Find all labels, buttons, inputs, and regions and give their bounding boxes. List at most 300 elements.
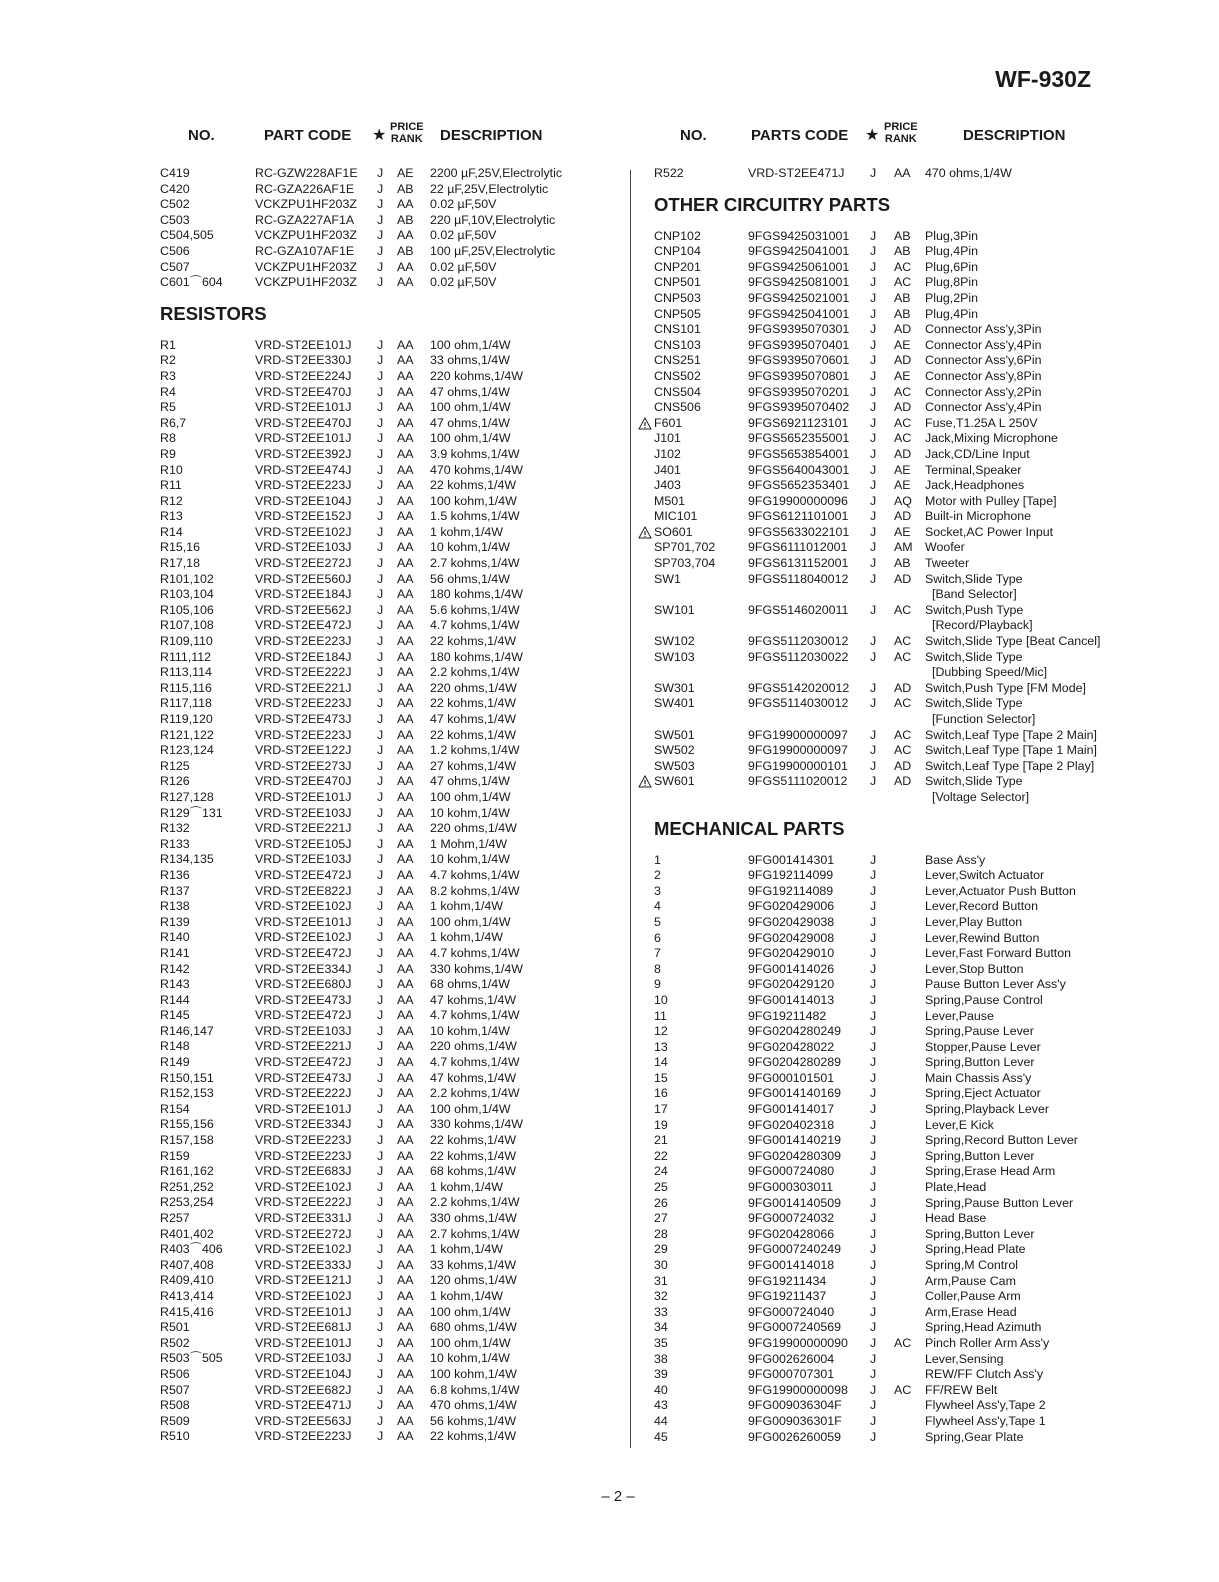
- price-rank: AA: [397, 836, 414, 851]
- part-code: VRD-ST2EE472J: [255, 1008, 352, 1023]
- part-number: 29: [654, 1242, 668, 1257]
- part-description: Switch,Slide Type: [925, 696, 1023, 711]
- part-row: [158, 385, 628, 401]
- part-code: 9FGS9395070401: [748, 337, 850, 352]
- part-mark: J: [377, 696, 384, 711]
- part-description: 22 kohms,1/4W: [430, 1148, 517, 1163]
- header-star: ★: [372, 127, 387, 144]
- part-description: Connector Ass'y,2Pin: [925, 384, 1042, 399]
- part-mark: J: [870, 1320, 877, 1335]
- part-code: 9FG001414026: [748, 961, 835, 976]
- price-rank: AC: [894, 275, 912, 290]
- part-code: RC-GZA226AF1E: [255, 181, 355, 196]
- part-mark: J: [870, 571, 877, 586]
- part-code: 9FGS9395070301: [748, 322, 850, 337]
- page-number: – 2 –: [601, 1488, 635, 1505]
- part-mark: J: [870, 1039, 877, 1054]
- part-row: [158, 556, 628, 572]
- part-number: R9: [160, 446, 176, 461]
- part-number: R132: [160, 821, 190, 836]
- price-rank: AA: [397, 821, 414, 836]
- part-row: [158, 696, 628, 712]
- part-mark: J: [377, 821, 384, 836]
- part-number: R115,116: [160, 680, 212, 695]
- price-rank: AA: [397, 649, 414, 664]
- part-code: 9FGS9395070601: [748, 353, 850, 368]
- part-row: [158, 244, 628, 260]
- part-description-detail: [Dubbing Speed/Mic]: [932, 665, 1048, 680]
- part-code: VRD-ST2EE101J: [255, 400, 352, 415]
- part-row: [158, 790, 628, 806]
- part-description: Pause Button Lever Ass'y: [925, 977, 1066, 992]
- price-rank: AA: [397, 353, 414, 368]
- part-number: R501: [160, 1320, 190, 1335]
- part-mark: J: [377, 1164, 384, 1179]
- part-description: 330 kohms,1/4W: [430, 1117, 523, 1132]
- part-mark: J: [377, 1335, 384, 1350]
- part-description: Spring,Pause Control: [925, 992, 1043, 1007]
- part-row: [652, 1024, 1122, 1040]
- part-description: Switch,Leaf Type [Tape 2 Play]: [925, 758, 1095, 773]
- part-row: [158, 712, 628, 728]
- part-code: VRD-ST2EE102J: [255, 1288, 352, 1303]
- part-number: R144: [160, 992, 190, 1007]
- price-rank: AA: [397, 587, 414, 602]
- part-number: 4: [654, 899, 661, 914]
- part-row: [652, 1086, 1122, 1102]
- part-description: 5.6 kohms,1/4W: [430, 602, 520, 617]
- part-code: 9FGS5653854001: [748, 446, 850, 461]
- part-description: Spring,Erase Head Arm: [925, 1164, 1056, 1179]
- part-description: Switch,Slide Type: [925, 649, 1023, 664]
- part-number: 3: [654, 883, 661, 898]
- price-rank: AA: [397, 727, 414, 742]
- part-description: Socket,AC Power Input: [925, 524, 1054, 539]
- part-number: R129⌒131: [160, 805, 223, 820]
- left-table-header: [158, 118, 628, 158]
- part-mark: J: [377, 1008, 384, 1023]
- part-number: R141: [160, 945, 190, 960]
- part-code: VCKZPU1HF203Z: [255, 259, 357, 274]
- part-row: [158, 228, 628, 244]
- price-rank: AB: [397, 212, 414, 227]
- part-mark: J: [870, 524, 877, 539]
- part-description: Spring,Head Plate: [925, 1242, 1026, 1257]
- price-rank: AA: [397, 1398, 414, 1413]
- part-row: [158, 1180, 628, 1196]
- part-number: R10: [160, 462, 183, 477]
- part-description-detail: [Record/Playback]: [932, 618, 1033, 633]
- part-description: Terminal,Speaker: [925, 462, 1022, 477]
- part-code: 9FGS5652353401: [748, 478, 850, 493]
- price-rank: AD: [894, 353, 912, 368]
- price-rank: AC: [894, 727, 912, 742]
- part-description: 22 kohms,1/4W: [430, 696, 517, 711]
- price-rank: AA: [397, 1273, 414, 1288]
- part-code: 9FGS9425061001: [748, 259, 850, 274]
- part-row: [652, 478, 1122, 494]
- part-row: [158, 494, 628, 510]
- part-row: [652, 1258, 1122, 1274]
- part-mark: J: [870, 1258, 877, 1272]
- part-row: [652, 307, 1122, 323]
- part-row: [158, 759, 628, 775]
- price-rank: AA: [397, 1117, 414, 1132]
- part-number: R107,108: [160, 618, 214, 633]
- part-mark: J: [870, 493, 877, 508]
- part-number: CNP505: [654, 306, 701, 321]
- part-number: J403: [654, 478, 681, 493]
- part-description: Stopper,Pause Lever: [925, 1039, 1041, 1054]
- header-description: DESCRIPTION: [440, 127, 543, 144]
- part-description: 2200 µF,25V,Electrolytic: [430, 166, 563, 180]
- part-row: [652, 1414, 1122, 1430]
- part-number: R140: [160, 930, 190, 945]
- part-description: 4.7 kohms,1/4W: [430, 945, 520, 960]
- part-description: 10 kohm,1/4W: [430, 805, 510, 820]
- part-number: R17,18: [160, 556, 200, 571]
- part-mark: J: [377, 415, 384, 430]
- price-rank: AA: [397, 758, 414, 773]
- part-code: 9FG000724080: [748, 1164, 835, 1179]
- part-code: 9FG020428066: [748, 1226, 835, 1241]
- part-code: VRD-ST2EE272J: [255, 1226, 352, 1241]
- part-description: 6.8 kohms,1/4W: [430, 1382, 520, 1397]
- part-code: 9FG0204280309: [748, 1148, 842, 1163]
- price-rank: AA: [397, 789, 414, 804]
- part-row: [158, 1320, 628, 1336]
- safety-warning-icon: [638, 417, 652, 430]
- part-mark: J: [870, 415, 877, 430]
- part-code: VCKZPU1HF203Z: [255, 197, 357, 212]
- part-mark: J: [870, 259, 877, 274]
- part-description: 22 kohms,1/4W: [430, 478, 517, 493]
- part-mark: J: [377, 384, 384, 399]
- part-description: 2.2 kohms,1/4W: [430, 1086, 520, 1101]
- part-row: [158, 587, 628, 603]
- price-rank: AA: [397, 1023, 414, 1038]
- price-rank: AA: [397, 1429, 414, 1444]
- price-rank: AA: [397, 1148, 414, 1163]
- part-description: 100 ohm,1/4W: [430, 1304, 511, 1319]
- part-mark: J: [870, 462, 877, 477]
- price-rank: AD: [894, 680, 912, 695]
- part-number: R152,153: [160, 1086, 214, 1101]
- part-row: [158, 1242, 628, 1258]
- part-mark: J: [870, 1273, 877, 1288]
- part-description: Switch,Slide Type: [925, 571, 1023, 586]
- right-table-header: [652, 118, 1122, 158]
- part-code: 9FG020428022: [748, 1039, 835, 1054]
- price-rank: AD: [894, 758, 912, 773]
- part-description: Plug,4Pin: [925, 244, 979, 259]
- part-description: 1 kohm,1/4W: [430, 1242, 503, 1257]
- part-row: [158, 1273, 628, 1289]
- part-row: [158, 1071, 628, 1087]
- price-rank: AA: [397, 1413, 414, 1428]
- price-rank: AA: [397, 571, 414, 586]
- part-number: R101,102: [160, 571, 214, 586]
- price-rank: AA: [397, 259, 414, 274]
- part-description: 10 kohm,1/4W: [430, 540, 510, 555]
- part-code: 9FGS5640043001: [748, 462, 850, 477]
- part-description: Connector Ass'y,3Pin: [925, 322, 1042, 337]
- part-row: [652, 1102, 1122, 1118]
- part-code: 9FGS5111020012: [748, 774, 848, 789]
- part-code: VRD-ST2EE392J: [255, 446, 352, 461]
- part-row: [652, 853, 1122, 869]
- part-number: R109,110: [160, 634, 213, 649]
- part-description: 330 ohms,1/4W: [430, 1211, 517, 1225]
- part-mark: J: [870, 166, 877, 180]
- part-number: SW102: [654, 634, 695, 649]
- part-row: [158, 1195, 628, 1211]
- part-row: [158, 1258, 628, 1274]
- part-code: 9FG19900000098: [748, 1382, 848, 1397]
- part-number: 14: [654, 1055, 668, 1070]
- part-code: VRD-ST2EE221J: [255, 680, 352, 695]
- price-rank: AA: [397, 712, 414, 726]
- part-code: 9FGS9395070801: [748, 368, 850, 383]
- part-description: 47 ohms,1/4W: [430, 774, 510, 789]
- part-code: VRD-ST2EE560J: [255, 571, 352, 586]
- part-mark: J: [377, 1117, 384, 1132]
- part-description: Jack,Headphones: [925, 478, 1025, 493]
- part-number: R15,16: [160, 540, 200, 555]
- part-code: 9FGS5146020011: [748, 602, 849, 617]
- price-rank: AA: [397, 384, 414, 399]
- part-code: VRD-ST2EE101J: [255, 337, 352, 352]
- part-description: 100 ohm,1/4W: [430, 400, 511, 415]
- part-description: 100 ohm,1/4W: [430, 789, 511, 804]
- part-description: Spring,Eject Actuator: [925, 1086, 1041, 1101]
- part-mark: J: [377, 509, 384, 524]
- part-code: 9FG020429006: [748, 899, 835, 914]
- part-number: R127,128: [160, 789, 214, 804]
- part-mark: J: [377, 774, 384, 789]
- part-number: R403⌒406: [160, 1242, 223, 1257]
- part-row: [652, 229, 1122, 245]
- part-code: VRD-ST2EE222J: [255, 1195, 352, 1210]
- part-row: [158, 525, 628, 541]
- part-row: [652, 166, 1122, 182]
- part-number: CNS506: [654, 400, 701, 415]
- part-mark: J: [377, 368, 384, 383]
- price-rank: AD: [894, 446, 912, 461]
- part-number: R139: [160, 914, 190, 929]
- part-code: 9FG000707301: [748, 1367, 835, 1382]
- part-mark: J: [377, 212, 384, 227]
- part-number: 2: [654, 868, 661, 883]
- part-number: SW601: [654, 774, 695, 790]
- part-row: [652, 650, 1122, 681]
- part-number: R522: [654, 166, 684, 180]
- part-code: VRD-ST2EE471J: [748, 166, 845, 180]
- part-number: 27: [654, 1211, 668, 1226]
- part-row: [652, 509, 1122, 525]
- part-row: [652, 431, 1122, 447]
- part-row: [158, 915, 628, 931]
- part-mark: J: [377, 243, 384, 258]
- part-mark: J: [377, 587, 384, 602]
- part-mark: J: [377, 181, 384, 196]
- price-rank: AQ: [894, 493, 912, 508]
- part-number: R111,112: [160, 649, 211, 664]
- price-rank: AA: [397, 493, 414, 508]
- part-description: 180 kohms,1/4W: [430, 649, 523, 664]
- price-rank: AA: [397, 867, 414, 882]
- part-number: R13: [160, 509, 183, 524]
- part-description: 100 ohm,1/4W: [430, 431, 511, 446]
- price-rank: AD: [894, 571, 912, 586]
- price-rank: AA: [397, 665, 414, 680]
- price-rank: AA: [397, 1351, 414, 1366]
- part-row: [158, 260, 628, 276]
- price-rank: AA: [397, 1288, 414, 1303]
- part-row: [652, 728, 1122, 744]
- part-mark: J: [377, 431, 384, 446]
- part-mark: J: [377, 524, 384, 539]
- part-description: Spring,Playback Lever: [925, 1102, 1049, 1117]
- part-mark: J: [870, 556, 877, 571]
- part-description: 10 kohm,1/4W: [430, 852, 510, 867]
- part-description: Lever,Sensing: [925, 1351, 1004, 1366]
- part-row: [652, 1227, 1122, 1243]
- part-number: R138: [160, 899, 190, 914]
- part-description: 220 kohms,1/4W: [430, 368, 523, 383]
- price-rank: AA: [397, 1133, 414, 1148]
- part-description: 470 kohms,1/4W: [430, 462, 523, 477]
- part-row: [158, 1039, 628, 1055]
- part-number: R150,151: [160, 1070, 214, 1085]
- price-rank: AA: [397, 1086, 414, 1101]
- part-code: VRD-ST2EE184J: [255, 587, 352, 602]
- part-description: Spring,Button Lever: [925, 1148, 1035, 1163]
- part-description: 1 kohm,1/4W: [430, 1288, 503, 1303]
- part-mark: J: [377, 961, 384, 976]
- part-code: 9FGS6131152001: [748, 556, 849, 571]
- part-description: Switch,Slide Type [Beat Cancel]: [925, 634, 1101, 649]
- part-row: [652, 696, 1122, 727]
- part-description: Woofer: [925, 540, 965, 555]
- part-mark: J: [870, 1429, 877, 1444]
- part-mark: J: [870, 540, 877, 555]
- part-row: [158, 1211, 628, 1227]
- part-number: C503: [160, 212, 190, 227]
- part-code: VRD-ST2EE222J: [255, 1086, 352, 1101]
- part-number: C419: [160, 166, 190, 180]
- part-number: 12: [654, 1024, 668, 1039]
- part-description: 2.7 kohms,1/4W: [430, 556, 520, 571]
- part-code: VRD-ST2EE682J: [255, 1382, 352, 1397]
- part-number: R510: [160, 1429, 190, 1444]
- part-number: R2: [160, 353, 176, 368]
- section-title: OTHER CIRCUITRY PARTS: [654, 193, 891, 215]
- part-number: R506: [160, 1366, 190, 1381]
- part-mark: J: [377, 1304, 384, 1319]
- part-row: [158, 728, 628, 744]
- part-row: [652, 1274, 1122, 1290]
- part-row: [158, 634, 628, 650]
- part-description: 0.02 µF,50V: [430, 259, 497, 274]
- part-row: [158, 431, 628, 447]
- part-number: R3: [160, 368, 176, 383]
- part-mark: J: [377, 446, 384, 461]
- part-row: [652, 525, 1122, 541]
- header-rank: RANK: [390, 133, 423, 145]
- part-number: R251,252: [160, 1179, 214, 1194]
- part-mark: J: [377, 758, 384, 773]
- price-rank: AA: [397, 1242, 414, 1257]
- part-code: VRD-ST2EE224J: [255, 368, 352, 383]
- part-row: [158, 774, 628, 790]
- part-number: R8: [160, 431, 176, 446]
- part-description: Spring,Head Azimuth: [925, 1320, 1042, 1335]
- part-row: [158, 275, 628, 291]
- part-row: [652, 1118, 1122, 1134]
- header-part-code: PART CODE: [264, 127, 352, 144]
- part-row: [158, 1149, 628, 1165]
- part-mark: J: [377, 1366, 384, 1381]
- part-row: [652, 1071, 1122, 1087]
- part-number: 11: [654, 1008, 667, 1023]
- part-number: SO601: [654, 525, 693, 541]
- part-mark: J: [870, 1211, 877, 1226]
- part-description: Flywheel Ass'y,Tape 2: [925, 1398, 1046, 1413]
- part-mark: J: [377, 836, 384, 851]
- part-mark: J: [377, 228, 384, 243]
- part-number: SP701,702: [654, 540, 716, 555]
- part-description: 1.5 kohms,1/4W: [430, 509, 520, 524]
- part-description: 8.2 kohms,1/4W: [430, 883, 520, 898]
- part-row: [652, 1133, 1122, 1149]
- part-mark: J: [377, 462, 384, 477]
- part-row: [158, 1133, 628, 1149]
- part-description: Lever,Play Button: [925, 914, 1023, 929]
- part-code: 9FG19900000096: [748, 493, 848, 508]
- part-number: R12: [160, 493, 183, 508]
- part-row: [652, 603, 1122, 634]
- part-code: VRD-ST2EE102J: [255, 930, 352, 945]
- part-row: [652, 291, 1122, 307]
- part-row: [652, 1367, 1122, 1383]
- price-rank: AE: [894, 368, 911, 383]
- part-mark: J: [377, 945, 384, 960]
- part-description: 1 kohm,1/4W: [430, 524, 503, 539]
- part-row: [158, 1055, 628, 1071]
- price-rank: AA: [397, 228, 414, 243]
- part-code: 9FG19900000101: [748, 758, 848, 773]
- part-number: R145: [160, 1008, 190, 1023]
- part-number: CNP104: [654, 244, 701, 259]
- part-mark: J: [870, 1024, 877, 1039]
- part-number: 45: [654, 1429, 668, 1444]
- price-rank: AA: [397, 337, 414, 352]
- price-rank: AA: [397, 1195, 414, 1210]
- part-mark: J: [377, 1398, 384, 1413]
- part-code: 9FG000101501: [748, 1070, 835, 1085]
- part-number: 16: [654, 1086, 668, 1101]
- part-mark: J: [870, 727, 877, 742]
- price-rank: AA: [397, 1164, 414, 1179]
- price-rank: AA: [397, 899, 414, 914]
- part-mark: J: [870, 244, 877, 259]
- part-number: J401: [654, 462, 681, 477]
- part-code: VRD-ST2EE223J: [255, 1429, 352, 1444]
- part-mark: J: [377, 1242, 384, 1257]
- part-row: [652, 1009, 1122, 1025]
- part-number: SW103: [654, 649, 695, 664]
